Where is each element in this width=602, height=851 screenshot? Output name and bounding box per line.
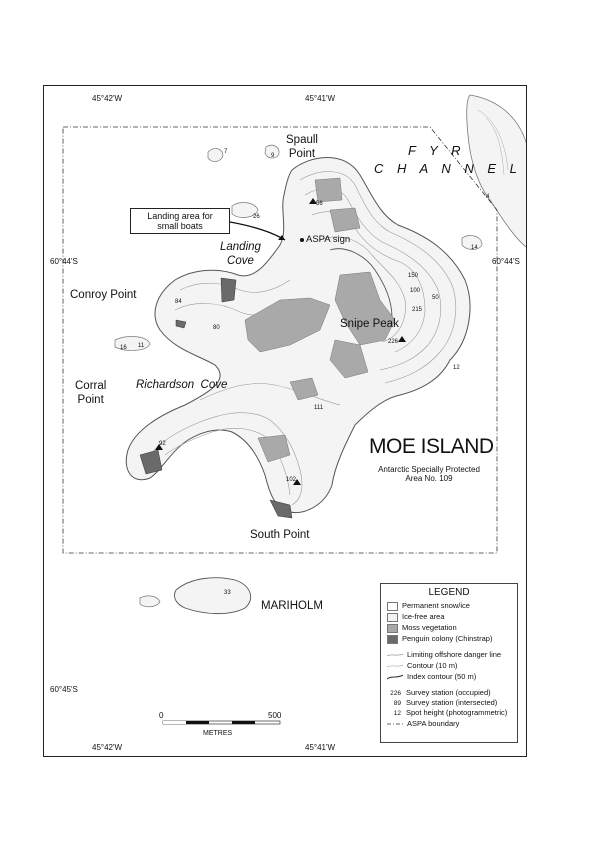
legend-intersected xyxy=(387,698,497,708)
aspa-sign-marker xyxy=(300,238,304,242)
label-richardson-cove: Richardson Cove xyxy=(136,379,228,391)
legend-icefree-label: Ice-free area xyxy=(402,612,445,621)
legend-spot-label: Spot height (photogrammetric) xyxy=(406,708,508,717)
label-mariholm: MARIHOLM xyxy=(261,600,323,612)
height-26: 26 xyxy=(253,214,260,220)
height-9: 9 xyxy=(271,153,275,159)
legend-index-label: Index contour (50 m) xyxy=(407,672,477,681)
coord-bottom-right: 45°41'W xyxy=(305,743,336,752)
legend-occupied-number: 226 xyxy=(390,690,401,697)
legend-contour xyxy=(387,661,457,670)
moss-area xyxy=(330,208,360,232)
height-56: 56 xyxy=(316,201,323,207)
legend-penguin xyxy=(387,634,492,644)
map-subtitle: Antarctic Specially Protected Area No. 109 xyxy=(378,465,480,483)
legend-aspa xyxy=(387,719,459,728)
legend xyxy=(380,583,518,743)
label-aspa-sign: ASPA sign xyxy=(306,234,351,245)
penguin-colony xyxy=(221,278,236,302)
coord-right-upper: 60°44'S xyxy=(492,257,520,266)
height-84: 84 xyxy=(175,299,182,305)
scale-unit: METRES xyxy=(203,730,233,737)
coord-bottom-left: 45°42'W xyxy=(92,743,123,752)
scale-start: 0 xyxy=(159,711,164,720)
contour-line-icon xyxy=(387,663,403,669)
danger-line-icon xyxy=(387,652,403,658)
legend-icefree xyxy=(387,612,445,622)
height-4: 4 xyxy=(486,194,490,200)
coord-top-left: 45°42'W xyxy=(92,94,123,103)
index-contour-icon xyxy=(387,674,403,680)
islet-7 xyxy=(208,148,223,161)
contour-label-150: 150 xyxy=(408,273,419,279)
islet-mariholm-west xyxy=(140,596,160,607)
legend-moss-label: Moss vegetation xyxy=(402,623,457,632)
legend-index xyxy=(387,672,476,681)
legend-danger xyxy=(387,650,501,659)
aspa-boundary-icon xyxy=(387,721,403,727)
legend-contour-label: Contour (10 m) xyxy=(407,661,458,670)
coord-left-upper: 60°44'S xyxy=(50,257,78,266)
legend-occupied-label: Survey station (occupied) xyxy=(406,688,491,697)
legend-snow xyxy=(387,601,470,611)
legend-penguin-label: Penguin colony (Chinstrap) xyxy=(402,634,493,643)
height-102: 102 xyxy=(286,477,297,483)
label-fyr: F Y R xyxy=(408,143,466,158)
height-80: 80 xyxy=(213,325,220,331)
contour-label-50: 50 xyxy=(432,295,439,301)
height-215: 215 xyxy=(412,307,423,313)
coord-top-right: 45°41'W xyxy=(305,94,336,103)
height-92: 92 xyxy=(159,441,166,447)
map-title: MOE ISLAND xyxy=(369,435,494,458)
legend-intersected-label: Survey station (intersected) xyxy=(406,698,498,707)
height-14: 14 xyxy=(471,245,478,251)
label-landing-cove: Landing Cove xyxy=(220,241,261,267)
height-12: 12 xyxy=(453,365,460,371)
height-16: 16 xyxy=(120,345,127,351)
height-33: 33 xyxy=(224,590,231,596)
label-conroy-point: Conroy Point xyxy=(70,289,137,301)
legend-snow-label: Permanent snow/ice xyxy=(402,601,470,610)
legend-spot xyxy=(387,708,507,718)
label-channel: C H A N N E L xyxy=(374,161,522,176)
scale-bar xyxy=(163,721,280,724)
legend-intersected-number: 89 xyxy=(393,700,401,707)
coord-left-lower: 60°45'S xyxy=(50,685,78,694)
height-111: 111 xyxy=(314,405,324,411)
height-7: 7 xyxy=(224,149,228,155)
scale-end: 500 xyxy=(268,711,282,720)
mariholm-island xyxy=(174,578,250,614)
legend-occupied xyxy=(387,688,491,698)
label-south-point: South Point xyxy=(250,529,310,541)
legend-moss xyxy=(387,623,457,633)
label-spaull-point: Spaull Point xyxy=(286,134,318,160)
legend-aspa-label: ASPA boundary xyxy=(407,719,460,728)
label-snipe-peak: Snipe Peak xyxy=(340,318,399,330)
height-226: 226 xyxy=(388,339,399,345)
landing-arrow xyxy=(230,222,285,240)
contour-label-100: 100 xyxy=(410,288,421,294)
legend-title: LEGEND xyxy=(428,587,470,598)
height-11: 11 xyxy=(138,343,145,349)
landing-area-callout: Landing area for small boats xyxy=(130,208,230,234)
legend-danger-label: Limiting offshore danger line xyxy=(407,650,502,659)
label-corral-point: Corral Point xyxy=(75,380,107,406)
legend-spot-number: 12 xyxy=(393,710,401,717)
